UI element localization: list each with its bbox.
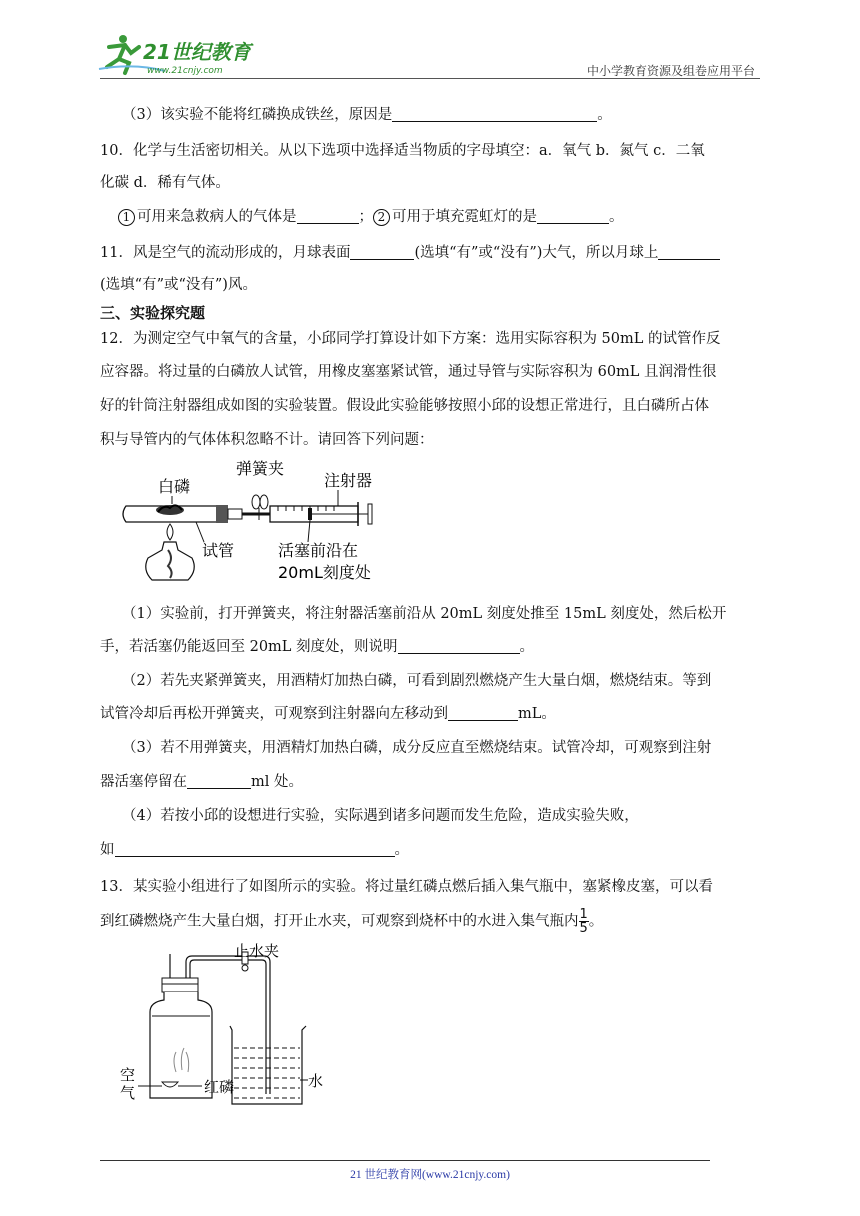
q13-end: 。 [588, 913, 604, 930]
water-clamp-part [242, 965, 248, 971]
q9-part3 [100, 104, 760, 126]
fig-label-red-phosphorus: 红磷 [204, 1078, 235, 1096]
logo-url: www.21cnjy.com [147, 66, 223, 76]
fig-label-piston1: 活塞前沿在 [278, 541, 359, 560]
q10-item1: 可用来急救病人的气体是 [137, 209, 297, 225]
q12-part2-line1 [100, 670, 760, 692]
circled-number-2: 2 [373, 209, 390, 226]
q12-part1-line2 [100, 636, 760, 658]
beaker [230, 1026, 306, 1104]
gas-bottle [150, 992, 212, 1098]
beaker-water [234, 1048, 300, 1098]
q12-part1-end: 。 [519, 639, 535, 655]
q12-part3-text2: 器活塞停留在 [100, 774, 187, 790]
q12-part1-text: （1）实验前，打开弹簧夹，将注射器活塞前沿从 20mL 刻度处推至 15mL 刻度处，然后松开 [122, 606, 727, 622]
q12-part3-end: ml 处。 [251, 774, 303, 790]
circled-number-1: 1 [118, 209, 135, 226]
fig-label-piston2: 20mL刻度处 [278, 563, 371, 582]
q10-line1: 10．化学与生活密切相关。从以下选项中选择适当物质的字母填空：a．氧气 b．氮气 c．二氧 [100, 143, 705, 159]
q12-part4-line1 [100, 805, 760, 827]
answer-blank[interactable] [115, 840, 395, 857]
logo-runner-body [107, 45, 139, 73]
q12-line1: 12．为测定空气中氧气的含量，小邱同学打算设计如下方案：选用实际容积为 50mL 的试管作反 [100, 331, 721, 347]
connector [228, 509, 242, 519]
fig-label-phosphorus: 白磷 [158, 477, 191, 496]
q9-part3-text: （3）该实验不能将红磷换成铁丝，原因是 [122, 107, 393, 123]
answer-blank[interactable] [187, 772, 251, 789]
q12-part1-text2: 手，若活塞仍能返回至 20mL 刻度处，则说明 [100, 639, 398, 655]
q11-text-a: 11．风是空气的流动形成的，月球表面 [100, 245, 351, 261]
q13-apparatus-figure [118, 942, 328, 1112]
q12-line4: 积与导管内的气体体积忽略不计。请回答下列问题： [100, 432, 434, 448]
q12-part2-end: mL。 [518, 706, 556, 722]
logo-icon [95, 33, 255, 77]
lamp-flame [167, 524, 173, 540]
answer-blank[interactable] [350, 243, 414, 260]
spring-clip [252, 495, 260, 509]
fraction-denominator: 5 [579, 921, 588, 936]
answer-blank[interactable] [448, 704, 518, 721]
answer-blank[interactable] [392, 105, 597, 122]
q12-part2-text2: 试管冷却后再松开弹簧夹，可观察到注射器向左移动到 [100, 706, 448, 722]
q10-item2: 可用于填充霓虹灯的是 [392, 209, 537, 225]
syringe-piston [308, 508, 312, 520]
q12-part4-text2: 如 [100, 842, 115, 858]
answer-blank[interactable] [398, 637, 520, 654]
q10-line2: 化碳 d．稀有气体。 [100, 175, 230, 191]
q9-part3-end: 。 [597, 107, 612, 123]
q12-line2: 应容器。将过量的白磷放人试管，用橡皮塞塞紧试管，通过导管与实际容积为 60mL 且润滑性很 [100, 364, 717, 380]
q11-text-b: (选填“有”或“没有”)大气，所以月球上 [414, 245, 659, 261]
q12-part3-line1 [100, 737, 760, 759]
fig-label-air1: 空 [120, 1066, 136, 1084]
q10-end: 。 [609, 209, 624, 225]
q12-part2-line2 [100, 703, 760, 725]
rubber-stopper [216, 505, 228, 523]
leader-line [308, 520, 310, 542]
fig-label-air2: 气 [120, 1084, 136, 1102]
q13-line1: 13．某实验小组进行了如图所示的实验。将过量红磷点燃后插入集气瓶中，塞紧橡皮塞，可以看 [100, 879, 713, 895]
q13-text2: 到红磷燃烧产生大量白烟，打开止水夹，可观察到烧杯中的水进入集气瓶内 [100, 913, 579, 930]
q12-apparatus-figure [118, 458, 388, 588]
answer-blank[interactable] [537, 207, 609, 224]
q12-part1-line1 [100, 603, 760, 625]
q12-part3-text: （3）若不用弹簧夹，用酒精灯加热白磷，成分反应直至燃烧结束。试管冷却，可观察到注射 [122, 740, 712, 756]
q11-line2: (选填“有”或“没有”)风。 [100, 277, 257, 293]
bottle-stopper [162, 978, 198, 992]
q12-line3: 好的针筒注射器组成如图的实验装置。假设此实验能够按照小邱的设想正常进行，且白磷所占体 [100, 398, 709, 414]
q12-part4-line2 [100, 839, 760, 861]
header-right-text: 中小学教育资源及组卷应用平台 [586, 64, 755, 78]
q12-part4-end: 。 [394, 842, 409, 858]
fig-label-clamp: 止水夹 [234, 942, 280, 960]
fig-label-tube: 试管 [202, 541, 235, 560]
fraction [579, 908, 589, 935]
q13-line2 [100, 908, 760, 935]
spring-clip-part [260, 495, 268, 509]
logo-runner-head [119, 35, 127, 43]
q12-part3-line2 [100, 771, 760, 793]
q12-part4-text: （4）若按小邱的设想进行实验，实际遇到诸多问题而发生危险，造成实验失败， [122, 808, 639, 824]
answer-blank[interactable] [658, 243, 720, 260]
logo-text: 21世纪教育 [143, 40, 251, 64]
footer-text[interactable]: 21 世纪教育网(www.21cnjy.com) [350, 1169, 510, 1181]
leader-line [196, 522, 204, 542]
answer-blank[interactable] [297, 207, 359, 224]
header-rule [100, 78, 760, 79]
fig-label-water: 水 [308, 1072, 324, 1090]
q10-line3 [100, 206, 760, 228]
fig-label-clip: 弹簧夹 [236, 459, 285, 478]
fig-label-syringe: 注射器 [324, 471, 373, 490]
q11-line1 [100, 242, 760, 264]
q10-sep: ； [358, 209, 373, 225]
footer-rule [100, 1160, 710, 1161]
section-title: 三、实验探究题 [100, 304, 206, 322]
header [0, 0, 860, 80]
fraction-numerator: 1 [579, 907, 588, 922]
plunger-handle [368, 504, 372, 524]
q12-part2-text: （2）若先夹紧弹簧夹，用酒精灯加热白磷，可看到剧烈燃烧产生大量白烟，燃烧结束。等到 [122, 673, 712, 689]
